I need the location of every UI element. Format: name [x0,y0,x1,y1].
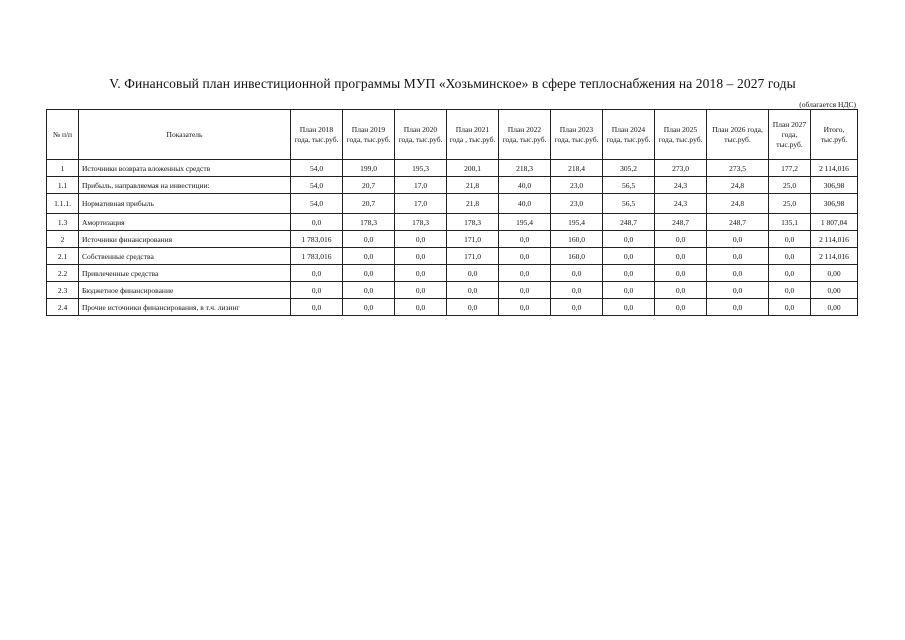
total-value-cell: 306,98 [811,177,858,194]
indicator-name-cell: Нормативная прибыль [79,194,291,214]
plan-value-cell: 0,0 [447,265,499,282]
column-header: План 2020 года, тыс.руб. [395,110,447,160]
plan-value-cell: 0,0 [291,214,343,231]
total-value-cell: 0,00 [811,282,858,299]
column-header: План 2021 года , тыс.руб. [447,110,499,160]
table-header-row [47,110,858,160]
total-value-cell: 306,98 [811,194,858,214]
plan-value-cell: 25,0 [769,194,811,214]
row-number-cell: 1.1 [47,177,79,194]
plan-value-cell: 273,5 [707,160,769,177]
plan-value-cell: 1 783,016 [291,231,343,248]
financial-plan-table [46,109,858,316]
plan-value-cell: 0,0 [499,231,551,248]
total-value-cell: 2 114,016 [811,231,858,248]
plan-value-cell: 20,7 [343,194,395,214]
plan-value-cell: 0,0 [551,265,603,282]
plan-value-cell: 178,3 [447,214,499,231]
plan-value-cell: 20,7 [343,177,395,194]
plan-value-cell: 135,1 [769,214,811,231]
plan-value-cell: 56,5 [603,177,655,194]
plan-value-cell: 177,2 [769,160,811,177]
indicator-name-cell: Прочие источники финансирования, в т.ч. лизинг [79,299,291,316]
plan-value-cell: 0,0 [603,231,655,248]
plan-value-cell: 23,0 [551,177,603,194]
plan-value-cell: 0,0 [395,248,447,265]
indicator-name-cell: Прибыль, направляемая на инвестиции: [79,177,291,194]
plan-value-cell: 40,0 [499,194,551,214]
plan-value-cell: 0,0 [769,248,811,265]
plan-value-cell: 0,0 [655,299,707,316]
table-row [47,299,858,316]
table-body [47,160,858,316]
plan-value-cell: 0,0 [395,231,447,248]
plan-value-cell: 248,7 [707,214,769,231]
row-number-cell: 1.1.1. [47,194,79,214]
table-row [47,160,858,177]
row-number-cell: 2 [47,231,79,248]
plan-value-cell: 0,0 [707,299,769,316]
table-row [47,214,858,231]
column-header: План 2025 года, тыс.руб. [655,110,707,160]
plan-value-cell: 195,4 [499,214,551,231]
plan-value-cell: 0,0 [343,231,395,248]
plan-value-cell: 25,0 [769,177,811,194]
indicator-name-cell: Амортизация [79,214,291,231]
plan-value-cell: 0,0 [655,248,707,265]
plan-value-cell: 0,0 [655,265,707,282]
plan-value-cell: 0,0 [499,265,551,282]
plan-value-cell: 17,0 [395,194,447,214]
plan-value-cell: 218,3 [499,160,551,177]
plan-value-cell: 160,0 [551,231,603,248]
plan-value-cell: 0,0 [603,248,655,265]
plan-value-cell: 0,0 [655,231,707,248]
column-header: План 2022 года, тыс.руб. [499,110,551,160]
plan-value-cell: 0,0 [291,265,343,282]
plan-value-cell: 218,4 [551,160,603,177]
column-header: План 2019 года, тыс.руб. [343,110,395,160]
plan-value-cell: 195,4 [551,214,603,231]
plan-value-cell: 178,3 [395,214,447,231]
row-number-cell: 1 [47,160,79,177]
plan-value-cell: 21,8 [447,177,499,194]
plan-value-cell: 54,0 [291,194,343,214]
plan-value-cell: 54,0 [291,160,343,177]
indicator-name-cell: Собственные средства [79,248,291,265]
plan-value-cell: 17,0 [395,177,447,194]
plan-value-cell: 171,0 [447,231,499,248]
plan-value-cell: 0,0 [447,282,499,299]
table-row [47,248,858,265]
table-row [47,282,858,299]
plan-value-cell: 0,0 [291,282,343,299]
column-header: Итого, тыс.руб. [811,110,858,160]
plan-value-cell: 0,0 [769,265,811,282]
plan-value-cell: 0,0 [395,299,447,316]
column-header: План 2023 года, тыс.руб. [551,110,603,160]
table-row [47,231,858,248]
table-row [47,265,858,282]
plan-value-cell: 0,0 [343,248,395,265]
column-header: Показатель [79,110,291,160]
plan-value-cell: 0,0 [655,282,707,299]
plan-value-cell: 195,3 [395,160,447,177]
indicator-name-cell: Источники финансирования [79,231,291,248]
row-number-cell: 2.3 [47,282,79,299]
plan-value-cell: 305,2 [603,160,655,177]
plan-value-cell: 24,8 [707,194,769,214]
plan-value-cell: 0,0 [499,248,551,265]
plan-value-cell: 0,0 [707,265,769,282]
plan-value-cell: 24,3 [655,194,707,214]
document-title: V. Финансовый план инвестиционной программы МУП «Хозьминское» в сфере теплоснабжения на 2018 – 2027 годы [109,76,796,91]
plan-value-cell: 0,0 [769,282,811,299]
plan-value-cell: 248,7 [655,214,707,231]
plan-value-cell: 54,0 [291,177,343,194]
plan-value-cell: 200,1 [447,160,499,177]
row-number-cell: 1.3 [47,214,79,231]
column-header: План 2018 года, тыс.руб. [291,110,343,160]
plan-value-cell: 0,0 [603,299,655,316]
plan-value-cell: 248,7 [603,214,655,231]
total-value-cell: 2 114,016 [811,248,858,265]
plan-value-cell: 0,0 [603,282,655,299]
column-header: План 2027 года, тыс.руб. [769,110,811,160]
plan-value-cell: 0,0 [343,299,395,316]
indicator-name-cell: Привлеченные средства [79,265,291,282]
column-header: План 2026 года, тыс.руб. [707,110,769,160]
row-number-cell: 2.4 [47,299,79,316]
plan-value-cell: 0,0 [707,282,769,299]
total-value-cell: 2 114,016 [811,160,858,177]
plan-value-cell: 0,0 [395,265,447,282]
plan-value-cell: 0,0 [551,282,603,299]
plan-value-cell: 273,0 [655,160,707,177]
plan-value-cell: 0,0 [343,265,395,282]
plan-value-cell: 0,0 [499,299,551,316]
plan-value-cell: 0,0 [707,231,769,248]
plan-value-cell: 0,0 [707,248,769,265]
plan-value-cell: 0,0 [291,299,343,316]
row-number-cell: 2.1 [47,248,79,265]
plan-value-cell: 21,8 [447,194,499,214]
plan-value-cell: 1 783,016 [291,248,343,265]
plan-value-cell: 0,0 [769,299,811,316]
plan-value-cell: 0,0 [395,282,447,299]
plan-value-cell: 24,8 [707,177,769,194]
total-value-cell: 0,00 [811,265,858,282]
plan-value-cell: 160,0 [551,248,603,265]
plan-value-cell: 178,3 [343,214,395,231]
column-header: План 2024 года, тыс.руб. [603,110,655,160]
indicator-name-cell: Источники возврата вложенных средств [79,160,291,177]
plan-value-cell: 0,0 [343,282,395,299]
plan-value-cell: 23,0 [551,194,603,214]
plan-value-cell: 199,0 [343,160,395,177]
plan-value-cell: 0,0 [769,231,811,248]
indicator-name-cell: Бюджетное финансирование [79,282,291,299]
plan-value-cell: 0,0 [551,299,603,316]
column-header: № п/п [47,110,79,160]
row-number-cell: 2.2 [47,265,79,282]
table-row [47,177,858,194]
plan-value-cell: 171,0 [447,248,499,265]
plan-value-cell: 0,0 [603,265,655,282]
plan-value-cell: 0,0 [447,299,499,316]
vat-note: (облагается НДС) [799,100,856,109]
plan-value-cell: 56,5 [603,194,655,214]
table-row [47,194,858,214]
total-value-cell: 0,00 [811,299,858,316]
total-value-cell: 1 807,04 [811,214,858,231]
plan-value-cell: 0,0 [499,282,551,299]
plan-value-cell: 24,3 [655,177,707,194]
plan-value-cell: 40,0 [499,177,551,194]
